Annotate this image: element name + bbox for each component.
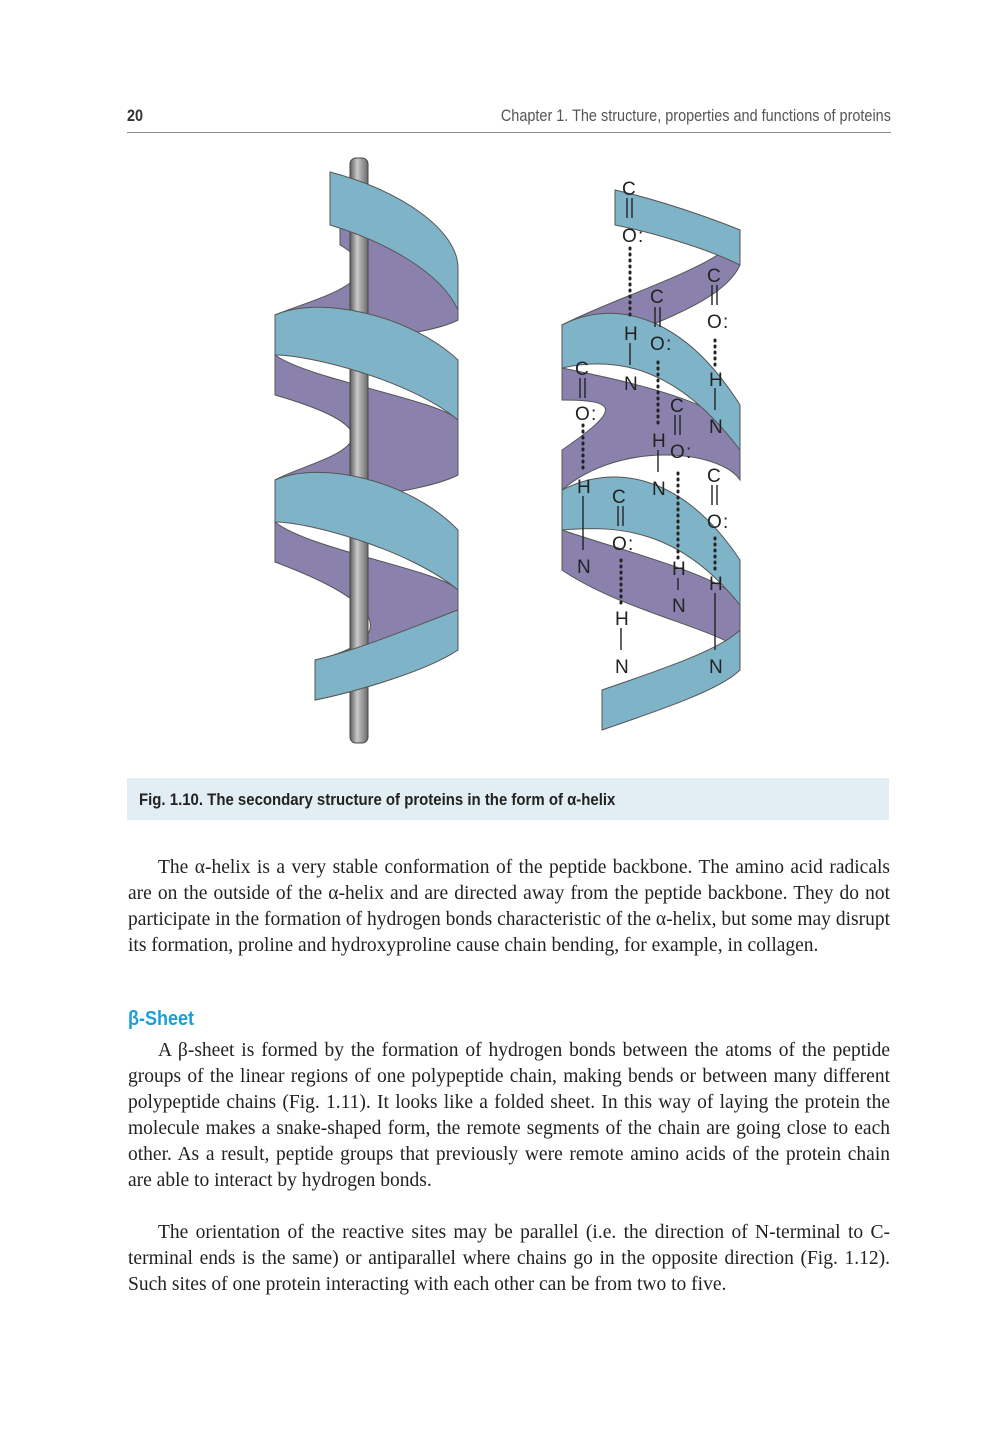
atom-n: N xyxy=(709,417,723,438)
atom-n: N xyxy=(709,657,723,678)
lone-pair: : xyxy=(723,312,729,333)
right-front-ribbon-4 xyxy=(602,630,740,730)
atom-n: N xyxy=(672,596,686,617)
figure-caption: Fig. 1.10. The secondary structure of proteins in the form of α-helix xyxy=(139,790,616,809)
atom-h: H xyxy=(672,559,686,580)
atom-h: H xyxy=(624,324,638,345)
lone-pair: : xyxy=(628,534,634,555)
atom-c: C xyxy=(707,466,721,487)
paragraph-beta-sheet-orientation: The orientation of the reactive sites may be parallel (i.e. the direction of N-terminal to C-terminal ends is the same) or antiparallel where chains go in the opposite direction (Fig. 1.12). Such sites of one protein interacting with each other can be from two to five. xyxy=(128,1222,890,1295)
atom-o: O xyxy=(650,334,665,355)
atom-n: N xyxy=(652,479,666,500)
page-number: 20 xyxy=(127,106,144,125)
atom-n: N xyxy=(577,557,591,578)
atom-o: O xyxy=(707,512,722,533)
atom-n: N xyxy=(615,657,629,678)
lone-pair: : xyxy=(591,404,597,425)
paragraph-beta-sheet-formation: A β-sheet is formed by the formation of hydrogen bonds between the atoms of the peptide groups of the linear regions of one polypeptide chain, making bends or between many different polypeptide chains (Fig. 1.11). It looks like a folded sheet. In this way of laying the protein the molecule makes a snake-shaped form, the remote segments of the chain are going close to each other. As a result, peptide groups that previously were remote amino acids of the protein chain are able to interact by hydrogen bonds. xyxy=(128,1040,890,1191)
paragraph-alpha-helix: The α-helix is a very stable conformation of the peptide backbone. The amino acid radicals are on the outside of the α-helix and are directed away from the peptide backbone. They do not participate in the formation of hydrogen bonds characteristic of the α-helix, but some may disrupt its formation, proline and hydroxyproline cause chain bending, for example, in collagen. xyxy=(128,857,890,956)
atom-c: C xyxy=(707,266,721,287)
atom-h: H xyxy=(615,609,629,630)
figure-caption-box xyxy=(127,778,889,820)
atom-o: O xyxy=(575,404,590,425)
lone-pair: : xyxy=(723,512,729,533)
atom-o: O xyxy=(622,226,637,247)
lone-pair: : xyxy=(638,226,644,247)
atom-c: C xyxy=(670,396,684,417)
page-header xyxy=(127,104,891,133)
atom-c: C xyxy=(650,287,664,308)
atom-o: O xyxy=(612,534,627,555)
atom-o: O xyxy=(707,312,722,333)
atom-n: N xyxy=(624,374,638,395)
lone-pair: : xyxy=(686,442,692,463)
atom-h: H xyxy=(577,477,591,498)
atom-c: C xyxy=(575,359,589,380)
atom-h: H xyxy=(709,370,723,391)
atom-c: C xyxy=(612,487,626,508)
atom-h: H xyxy=(709,574,723,595)
atom-o: O xyxy=(670,442,685,463)
atom-h: H xyxy=(652,431,666,452)
atom-c: C xyxy=(622,179,636,200)
alpha-helix-figure xyxy=(200,150,820,760)
lone-pair: : xyxy=(666,334,672,355)
alpha-helix-illustration xyxy=(200,150,820,760)
section-heading-beta-sheet: β-Sheet xyxy=(128,1008,195,1030)
running-title: Chapter 1. The structure, properties and functions of proteins xyxy=(500,106,891,125)
